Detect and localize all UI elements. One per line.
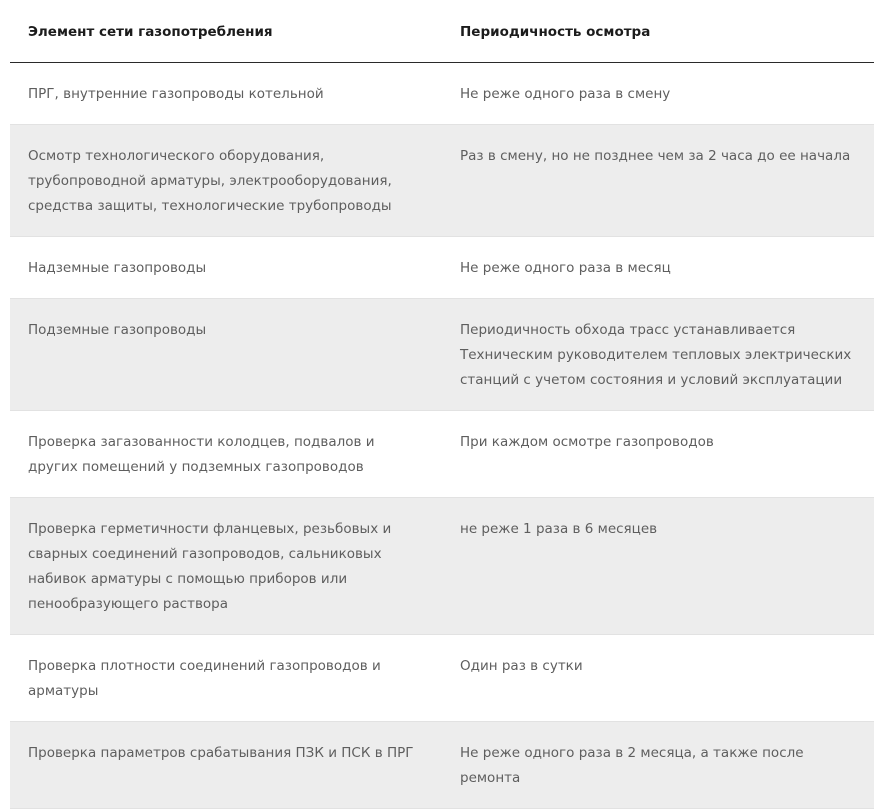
cell-frequency: Раз в смену, но не позднее чем за 2 часа до ее начала (442, 125, 874, 237)
cell-frequency: Один раз в сутки (442, 635, 874, 722)
inspection-table-container (10, 0, 874, 809)
cell-element: Проверка герметичности фланцевых, резьбовых и сварных соединений газопроводов, сальниковых набивок арматуры с помощью приборов или пенообразующего раствора (10, 498, 442, 635)
cell-element: Проверка загазованности колодцев, подвалов и других помещений у подземных газопроводов (10, 411, 442, 498)
table-row (10, 299, 874, 411)
table-row (10, 498, 874, 635)
cell-frequency: Не реже одного раза в месяц (442, 237, 874, 299)
cell-frequency: не реже 1 раза в 6 месяцев (442, 498, 874, 635)
cell-element: Проверка плотности соединений газопроводов и арматуры (10, 635, 442, 722)
table-row (10, 237, 874, 299)
cell-frequency: При каждом осмотре газопроводов (442, 411, 874, 498)
cell-frequency: Периодичность обхода трасс устанавливается Техническим руководителем тепловых электрических станций с учетом состояния и условий эксплуатации (442, 299, 874, 411)
table-header-row (10, 0, 874, 63)
cell-frequency: Не реже одного раза в смену (442, 63, 874, 125)
table-body (10, 63, 874, 809)
cell-element: Надземные газопроводы (10, 237, 442, 299)
table-row (10, 63, 874, 125)
table-row (10, 411, 874, 498)
table-row (10, 722, 874, 809)
cell-element: Проверка параметров срабатывания ПЗК и ПСК в ПРГ (10, 722, 442, 809)
cell-element: Осмотр технологического оборудования, трубопроводной арматуры, электрооборудования, средства защиты, технологические трубопроводы (10, 125, 442, 237)
table-header (10, 0, 874, 63)
table-row (10, 635, 874, 722)
cell-frequency: Не реже одного раза в 2 месяца, а также после ремонта (442, 722, 874, 809)
cell-element: ПРГ, внутренние газопроводы котельной (10, 63, 442, 125)
inspection-schedule-table (10, 0, 874, 809)
column-header-element: Элемент сети газопотребления (10, 0, 442, 63)
cell-element: Подземные газопроводы (10, 299, 442, 411)
column-header-frequency: Периодичность осмотра (442, 0, 874, 63)
table-row (10, 125, 874, 237)
